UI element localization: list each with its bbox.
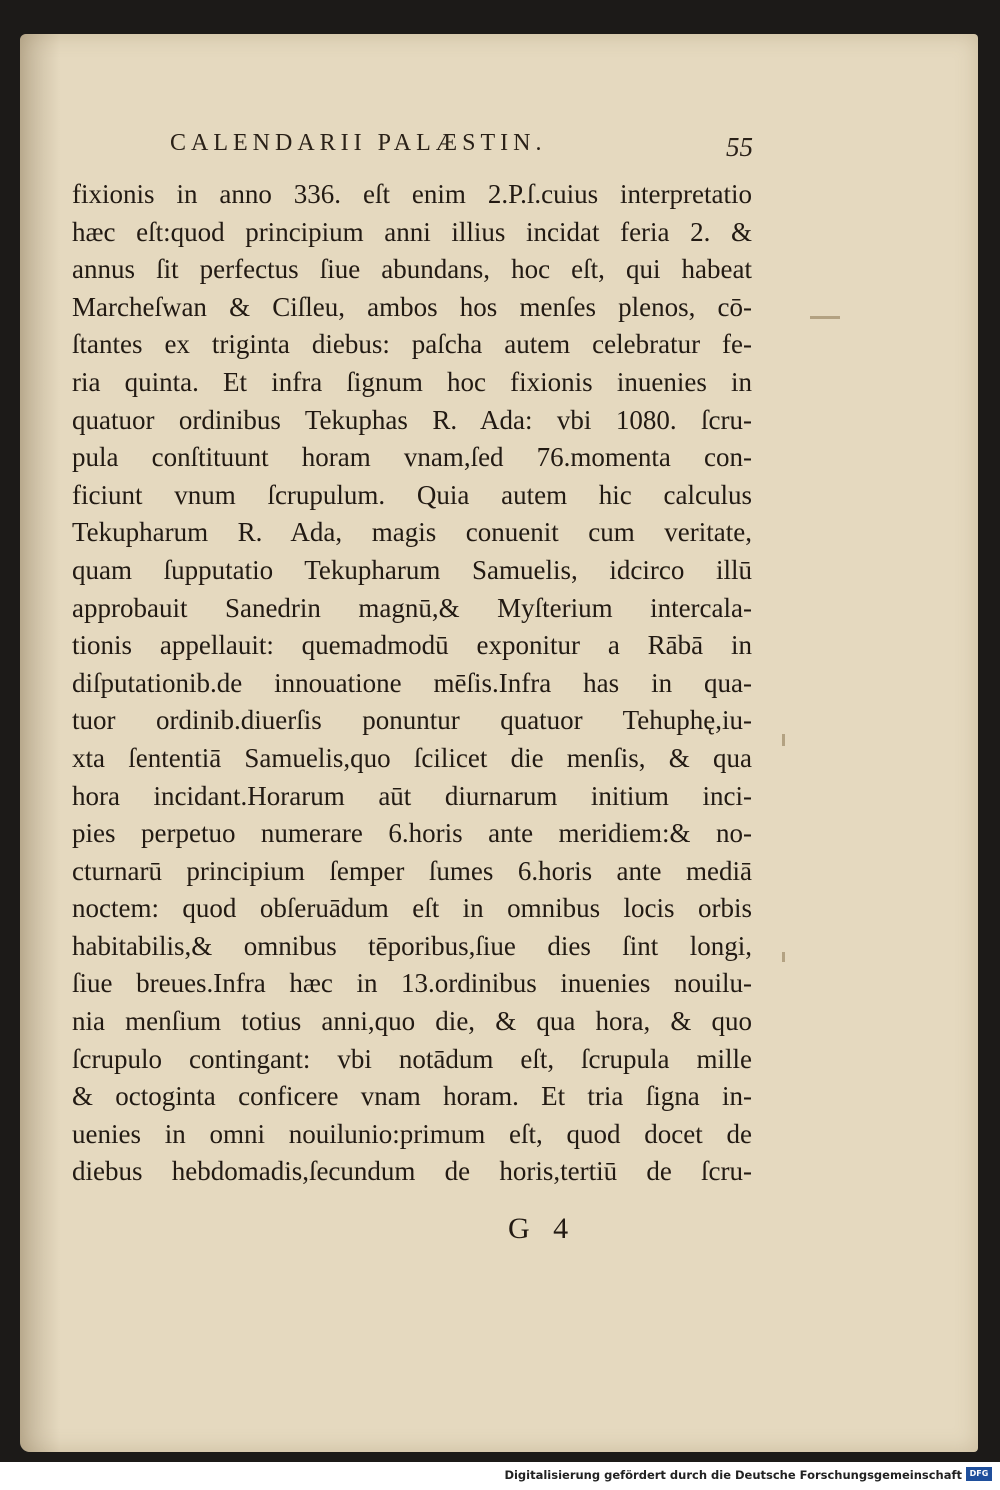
funding-credit: Digitalisierung gefördert durch die Deutsche Forschungsgemeinschaft	[504, 1468, 962, 1482]
margin-smudge	[782, 952, 785, 962]
text-line: noctem: quod obſeruādum eſt in omnibus locis orbis	[72, 893, 752, 924]
text-line: hora incidant.Horarum aūt diurnarum initium inci-	[72, 780, 752, 811]
text-line: annus ſit perfectus ſiue abundans, hoc eſt, qui habeat	[72, 254, 752, 285]
text-line: uenies in omni nouilunio:primum eſt, quod docet de	[72, 1118, 752, 1149]
body-text	[72, 176, 752, 1191]
text-line: pula conſtituunt horam vnam,ſed 76.momenta con-	[72, 442, 752, 473]
text-line: ſtantes ex triginta diebus: paſcha autem celebratur fe-	[72, 329, 752, 360]
text-line: approbauit Sanedrin magnū,& Myſterium intercala-	[72, 592, 752, 623]
text-line: quam ſupputatio Tekupharum Samuelis, idcirco illū	[72, 554, 752, 585]
book-page	[20, 34, 978, 1452]
dfg-logo-icon: DFG	[966, 1467, 992, 1481]
text-line: ria quinta. Et infra ſignum hoc fixionis inuenies in	[72, 366, 752, 397]
text-line: nia menſium totius anni,quo die, & qua hora, & quo	[72, 1006, 752, 1037]
page-number: 55	[726, 132, 753, 162]
text-line: pies perpetuo numerare 6.horis ante meridiem:& no-	[72, 818, 752, 849]
text-line: ſiue breues.Infra hæc in 13.ordinibus inuenies nouilu-	[72, 968, 752, 999]
text-line: ſcrupulo contingant: vbi notādum eſt, ſcrupula mille	[72, 1043, 752, 1074]
margin-smudge	[810, 316, 840, 319]
running-head: CALENDARII PALÆSTIN.	[170, 130, 547, 156]
text-line: Tekupharum R. Ada, magis conuenit cum veritate,	[72, 517, 752, 548]
text-line: habitabilis,& omnibus tēporibus,ſiue dies ſint longi,	[72, 930, 752, 961]
text-line: Marcheſwan & Ciſleu, ambos hos menſes plenos, cō-	[72, 291, 752, 322]
text-line: diſputationib.de innouatione mēſis.Infra has in qua-	[72, 667, 752, 698]
signature-mark: G 4	[508, 1212, 577, 1245]
margin-smudge	[782, 734, 785, 746]
text-line: ficiunt vnum ſcrupulum. Quia autem hic calculus	[72, 479, 752, 510]
text-line: xta ſententiā Samuelis,quo ſcilicet die menſis, & qua	[72, 742, 752, 773]
footer-bar	[0, 1462, 1000, 1490]
text-line: hæc eſt:quod principium anni illius incidat feria 2. &	[72, 216, 752, 247]
text-line: tuor ordinib.diuerſis ponuntur quatuor Tehuphę,iu-	[72, 705, 752, 736]
text-line: quatuor ordinibus Tekuphas R. Ada: vbi 1080. ſcru-	[72, 404, 752, 435]
text-line: tionis appellauit: quemadmodū exponitur a Rābā in	[72, 630, 752, 661]
text-line: diebus hebdomadis,ſecundum de horis,tertiū de ſcru-	[72, 1156, 752, 1187]
text-line: & octoginta conficere vnam horam. Et tria ſigna in-	[72, 1081, 752, 1112]
text-line: fixionis in anno 336. eſt enim 2.P.ſ.cuius interpretatio	[72, 179, 752, 209]
text-line: cturnarū principium ſemper ſumes 6.horis ante mediā	[72, 855, 752, 886]
